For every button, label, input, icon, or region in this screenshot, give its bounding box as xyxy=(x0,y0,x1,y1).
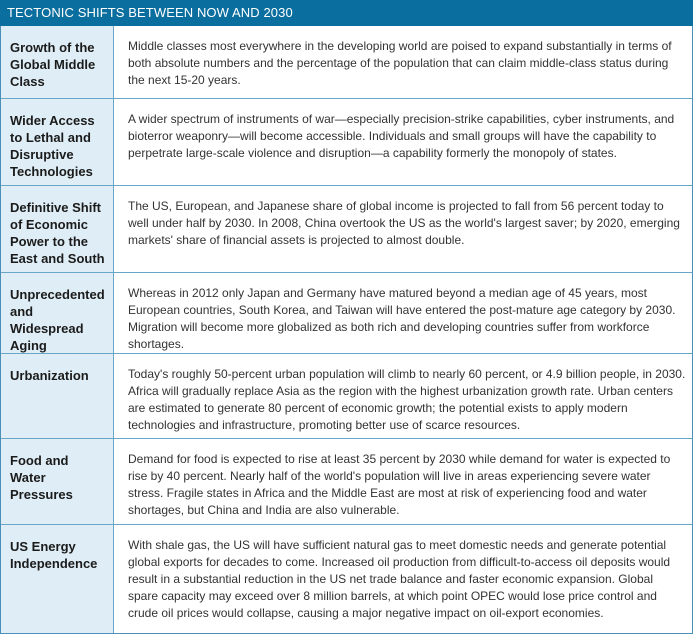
table-row xyxy=(1,98,692,185)
table-title: TECTONIC SHIFTS BETWEEN NOW AND 2030 xyxy=(0,0,693,26)
row-description: Whereas in 2012 only Japan and Germany have matured beyond a median age of 45 years, most European countries, South Korea, and Taiwan will have entered the post-mature age category by 2030. Migration will become more globalized as both rich and developing countries suffer from workforce shortages. xyxy=(128,286,676,351)
row-description: Demand for food is expected to rise at least 35 percent by 2030 while demand for water is expected to rise by 40 percent. Nearly half of the world's population will live in areas experiencing severe water stress. Fragile states in Africa and the Middle East are most at risk of experiencing food and water shortages, but China and India are also vulnerable. xyxy=(128,452,671,517)
table-row xyxy=(1,353,692,438)
table-row xyxy=(1,185,692,272)
row-description: Today's roughly 50-percent urban population will climb to nearly 60 percent, or 4.9 billion people, in 2030. Africa will gradually replace Asia as the region with the highest urbanization growth rate. Urban centers are estimated to generate 80 percent of economic growth; the potential exists to apply modern technologies and infrastructure, promoting better use of scarce resources. xyxy=(128,367,686,432)
row-label: Growth of the Global Middle Class xyxy=(1,26,114,98)
table-row xyxy=(1,524,692,633)
row-label: Urbanization xyxy=(1,354,114,438)
table-body xyxy=(0,26,693,634)
row-label: Wider Access to Lethal and Disruptive Technologies xyxy=(1,99,114,185)
table-row xyxy=(1,272,692,353)
row-label: Food and Water Pressures xyxy=(1,439,114,524)
row-description: With shale gas, the US will have sufficient natural gas to meet domestic needs and generate potential global exports for decades to come. Increased oil production from difficult-to-access oil deposits would result in a substantial reduction in the US net trade balance and faster economic expansion. Global spare capacity may exceed over 8 million barrels, at which point OPEC would lose price control and crude oil prices would collapse, causing a major negative impact on oil-export economies. xyxy=(128,538,671,620)
table-row xyxy=(1,26,692,98)
table-row xyxy=(1,438,692,524)
row-description: Middle classes most everywhere in the developing world are poised to expand substantially in terms of both absolute numbers and the percentage of the population that can claim middle-class status during the next 15-20 years. xyxy=(128,39,672,87)
row-description: The US, European, and Japanese share of global income is projected to fall from 56 percent today to well under half by 2030. In 2008, China overtook the US as the world's largest saver; by 2020, emerging markets' share of financial assets is projected to almost double. xyxy=(128,199,680,247)
row-label: Unprecedented and Widespread Aging xyxy=(1,273,114,353)
row-label: US Energy Independence xyxy=(1,525,114,633)
row-description: A wider spectrum of instruments of war—especially precision-strike capabilities, cyber instruments, and bioterror weaponry—will become accessible. Individuals and small groups will have the capability to perpetrate large-scale violence and disruption—a capability formerly the monopoly of states. xyxy=(128,112,675,160)
row-label: Definitive Shift of Economic Power to the East and South xyxy=(1,186,114,272)
